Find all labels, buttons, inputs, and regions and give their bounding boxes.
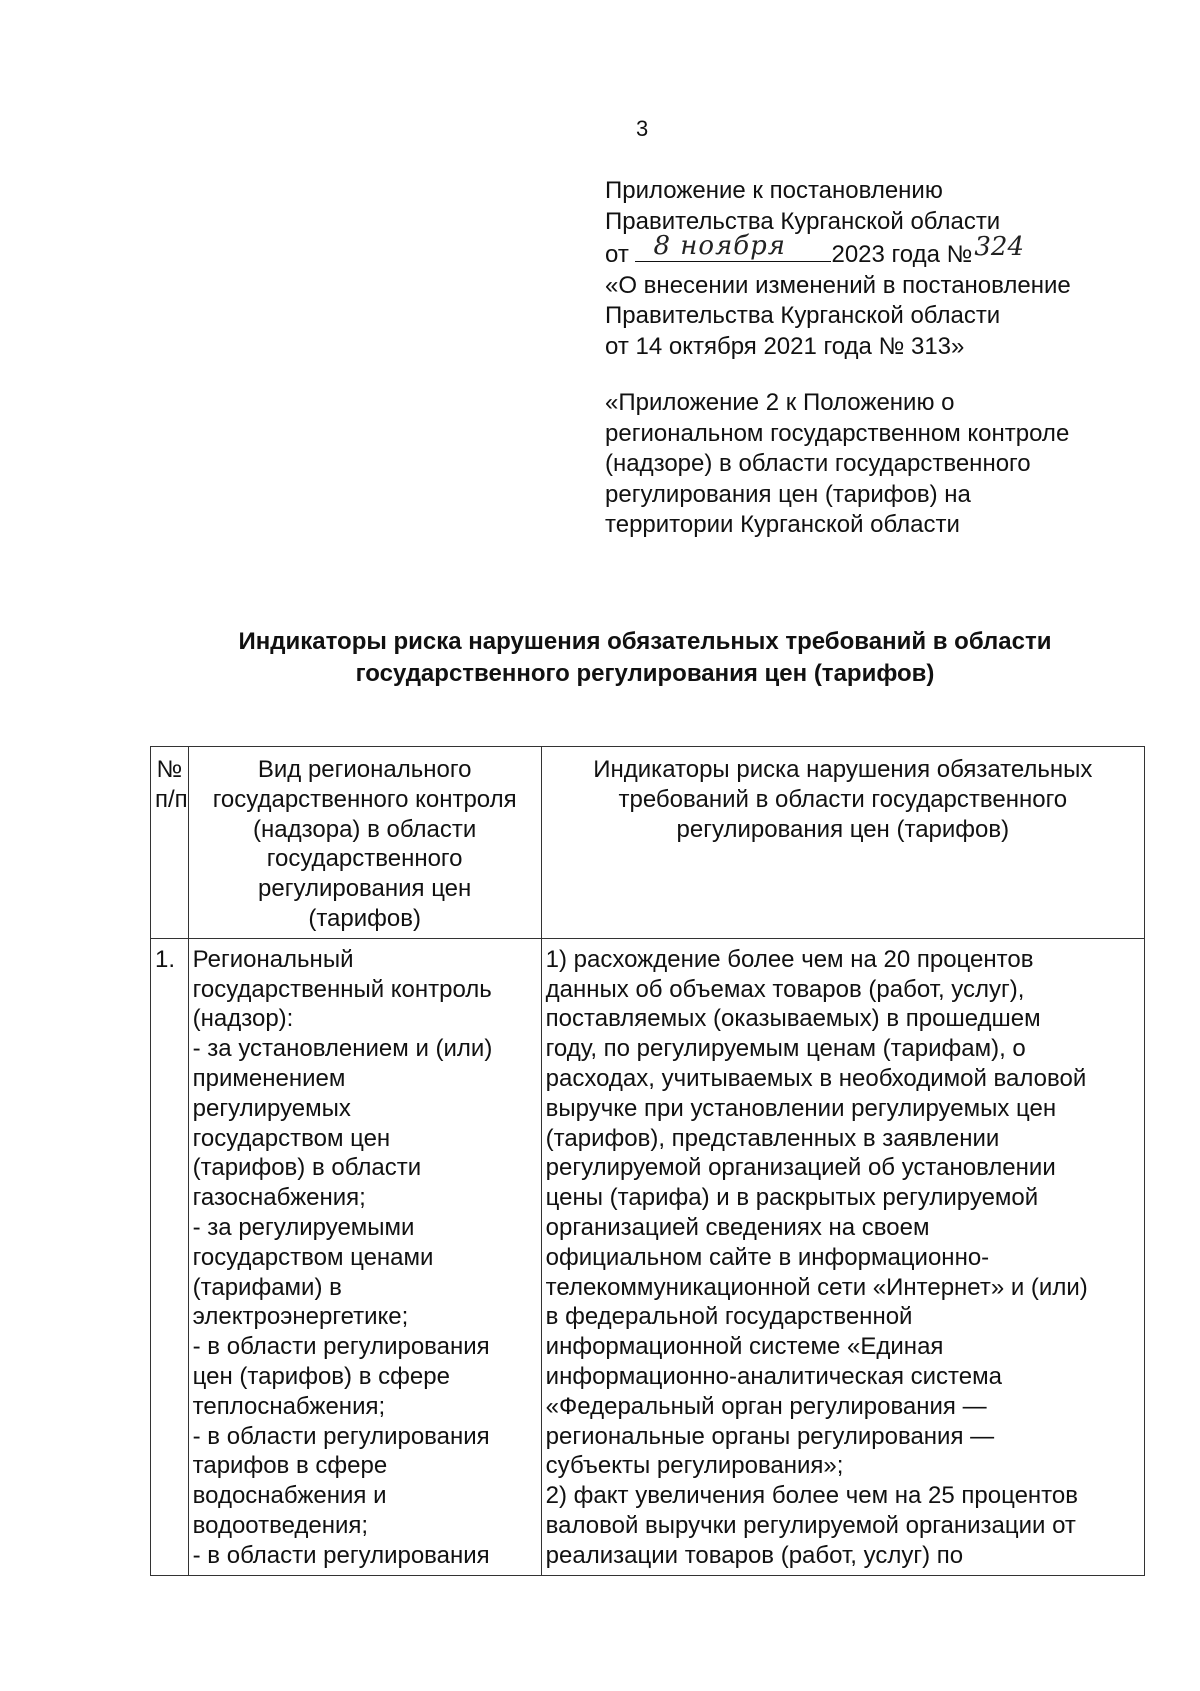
annex2-line: регулирования цен (тарифов) на <box>605 480 971 508</box>
header-line: п/п <box>155 785 188 813</box>
indicator-line: расходах, учитываемых в необходимой валовой <box>545 1064 1087 1092</box>
header-kind <box>188 747 541 939</box>
kind-line: электроэнергетике; <box>192 1303 409 1331</box>
kind-line: тарифов в сфере <box>192 1452 388 1480</box>
appendix-line: «О внесении изменений в постановление <box>605 271 1071 299</box>
handwritten-number: 324 <box>974 231 1024 262</box>
kind-line: (тарифами) в <box>192 1273 342 1301</box>
appendix-date-line <box>605 230 1165 271</box>
document-title <box>150 626 1140 690</box>
annex2-line: территории Курганской области <box>605 511 960 538</box>
indicator-line: 2) факт увеличения более чем на 25 процентов <box>545 1482 1078 1510</box>
date-year: 2023 года № <box>831 241 973 268</box>
indicator-line: данных об объемах товаров (работ, услуг), <box>545 975 1025 1003</box>
indicator-line: официальном сайте в информационно- <box>545 1243 990 1271</box>
header-line: регулирования цен (тарифов) <box>676 815 1010 843</box>
kind-line: государством цен <box>192 1124 391 1152</box>
kind-line: теплоснабжения; <box>192 1392 386 1420</box>
row-indicators <box>541 938 1144 1575</box>
indicator-line: (тарифов), представленных в заявлении <box>545 1124 1000 1152</box>
appendix-line: Правительства Курганской области <box>605 302 1001 329</box>
title-line: Индикаторы риска нарушения обязательных требований в области <box>238 628 1052 655</box>
annex2-line: региональном государственном контроле <box>605 419 1070 447</box>
indicator-line: реализации товаров (работ, услуг) по <box>545 1541 964 1569</box>
indicator-line: региональные органы регулирования — <box>545 1422 995 1450</box>
header-line: регулирования цен <box>258 875 472 903</box>
header-indicators <box>541 747 1144 939</box>
header-line: Индикаторы риска нарушения обязательных <box>593 756 1093 783</box>
handwritten-date: 8 ноября <box>653 230 787 261</box>
appendix-header <box>605 176 1165 362</box>
indicator-line: регулируемой организацией об установлении <box>545 1154 1056 1182</box>
indicator-line: «Федеральный орган регулирования — <box>545 1392 987 1420</box>
page-number: 3 <box>636 116 649 141</box>
header-line: (надзора) в области <box>253 815 477 843</box>
appendix-line: Правительства Курганской области <box>605 207 1001 235</box>
header-line: государственного <box>266 845 463 873</box>
header-line: государственного контроля <box>212 785 517 813</box>
row-num: 1. <box>151 938 189 1575</box>
kind-line: (надзор): <box>192 1005 294 1033</box>
indicator-line: организацией сведениях на своем <box>545 1213 930 1241</box>
kind-line: - за регулируемыми <box>192 1213 415 1241</box>
kind-line: применением <box>192 1064 346 1092</box>
appendix-line: Приложение к постановлению <box>605 177 943 204</box>
indicator-line: выручке при установлении регулируемых цен <box>545 1094 1057 1122</box>
kind-line: государством ценами <box>192 1243 434 1271</box>
header-line: требований в области государственного <box>618 785 1068 813</box>
indicator-line: информационной системе «Единая <box>545 1333 944 1361</box>
annex2-line: «Приложение 2 к Положению о <box>605 389 955 416</box>
kind-line: водоснабжения и <box>192 1482 387 1510</box>
table-header-row <box>151 747 1145 939</box>
kind-line: водоотведения; <box>192 1511 369 1539</box>
kind-line: цен (тарифов) в сфере <box>192 1362 450 1390</box>
kind-line: - в области регулирования <box>192 1333 490 1361</box>
kind-line: - за установлением и (или) <box>192 1035 493 1063</box>
kind-line: регулируемых <box>192 1094 351 1122</box>
annex2-header <box>605 388 1165 541</box>
number-blank <box>972 231 1024 262</box>
header-line: № <box>156 756 183 783</box>
date-prefix: от <box>605 241 629 268</box>
indicator-line: валовой выручки регулируемой организации от <box>545 1511 1076 1539</box>
title-line: государственного регулирования цен (тарифов) <box>355 660 935 687</box>
kind-line: государственный контроль <box>192 975 492 1003</box>
indicator-line: цены (тарифа) и в раскрытых регулируемой <box>545 1184 1039 1212</box>
indicator-line: информационно-аналитическая система <box>545 1362 1002 1390</box>
annex2-line: (надзоре) в области государственного <box>605 450 1031 477</box>
header-num <box>151 747 189 939</box>
appendix-line: от 14 октября 2021 года № 313» <box>605 332 965 360</box>
header-line: (тарифов) <box>308 904 421 932</box>
kind-line: газоснабжения; <box>192 1184 366 1212</box>
indicators-table <box>150 746 1145 1576</box>
indicator-line: в федеральной государственной <box>545 1303 913 1331</box>
date-blank <box>635 230 831 262</box>
kind-line: - в области регулирования <box>192 1541 490 1569</box>
indicator-line: году, по регулируемым ценам (тарифам), о <box>545 1035 1026 1063</box>
indicator-line: субъекты регулирования»; <box>545 1452 844 1480</box>
indicator-line: телекоммуникационной сети «Интернет» и (или) <box>545 1273 1088 1301</box>
header-line: Вид регионального <box>257 756 472 783</box>
table-row <box>151 938 1145 1575</box>
kind-line: - в области регулирования <box>192 1422 490 1450</box>
kind-line: (тарифов) в области <box>192 1154 422 1182</box>
kind-line: Региональный <box>192 945 354 973</box>
row-kind <box>188 938 541 1575</box>
indicator-line: поставляемых (оказываемых) в прошедшем <box>545 1005 1041 1033</box>
indicator-line: 1) расхождение более чем на 20 процентов <box>545 945 1034 973</box>
